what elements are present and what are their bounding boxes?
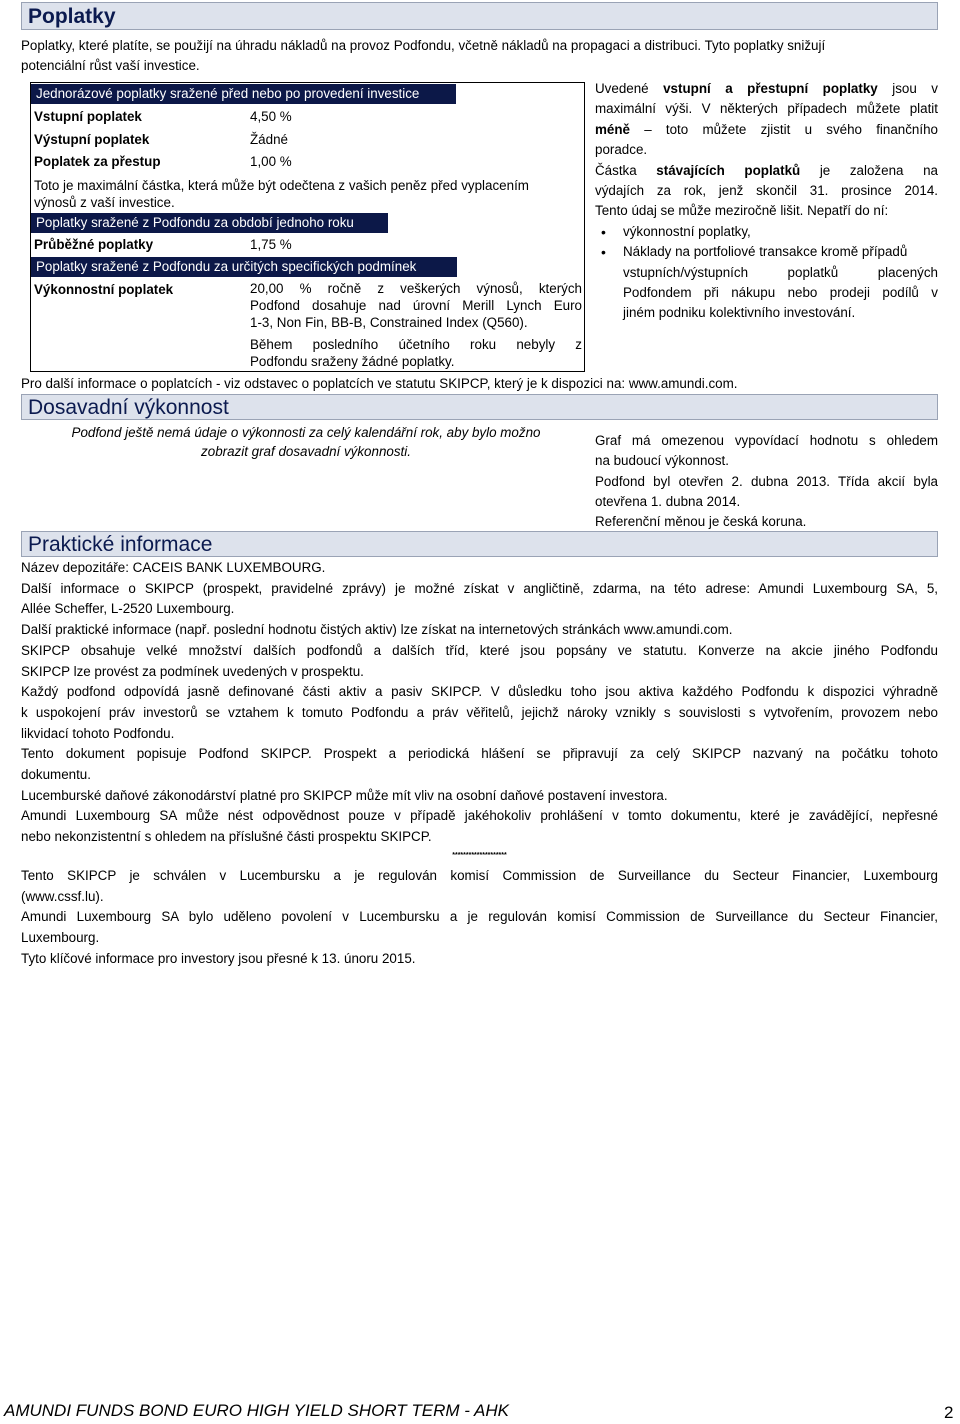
past-performance-side-notes	[595, 431, 938, 532]
section-title-text: Dosavadní výkonnost	[28, 396, 229, 419]
practical-info-line: Amundi Luxembourg SA může nést odpovědnost pouze v případě jakéhokoliv prohlášení v tomto dokumentu, které je zavádějící, nepřesné	[21, 808, 938, 824]
section-title-poplatky	[21, 2, 938, 30]
practical-info-body	[21, 558, 938, 969]
performance-fee-value-line-3: 1-3, Non Fin, BB-B, Constrained Index (Q560).	[250, 315, 528, 330]
list-item-line: vstupních/výstupních poplatků placených	[623, 264, 938, 280]
practical-info-line: Tyto klíčové informace pro investory jsou přesné k 13. únoru 2015.	[21, 950, 416, 966]
section-title-practical-info	[21, 531, 938, 557]
section-title-text: Poplatky	[28, 5, 116, 28]
side-note-line-4: poradce.	[595, 142, 648, 158]
practical-info-line: Luxembourg.	[21, 929, 100, 945]
practical-info-line: Název depozitáře: CACEIS BANK LUXEMBOURG.	[21, 560, 326, 575]
fees-side-notes	[595, 79, 938, 324]
performance-fee-value	[250, 280, 582, 331]
exit-fee-value: Žádné	[250, 132, 288, 147]
separator-stars: ********************	[452, 851, 507, 859]
practical-info-line: Allée Scheffer, L-2520 Luxembourg.	[21, 601, 235, 617]
fees-header-annual: Poplatky sražené z Podfondu za období jednoho roku	[31, 213, 388, 233]
fees-table	[30, 82, 585, 372]
practical-info-line: Tento SKIPCP je schválen v Lucembursku a je regulován komisí Commission de Surveillance du Secteur Financier, Luxembourg	[21, 867, 938, 883]
no-data-line-2: zobrazit graf dosavadní výkonnosti.	[201, 444, 411, 459]
performance-fee-note-line-1: Během posledního účetního roku nebyly z	[250, 337, 582, 352]
performance-fee-value-line-2: Podfond dosahuje nad úrovní Merill Lynch Euro	[250, 298, 582, 313]
side-note-line-5	[595, 161, 938, 181]
entry-fee-label: Vstupní poplatek	[34, 109, 142, 124]
practical-info-line: k uspokojení práv investorů se vztahem k tomuto Podfondu a práv věřitelů, jejichž nároky vznikly s souvislosti s vytvořením, provozem nebo	[21, 704, 938, 720]
list-item: • výkonnostní poplatky,	[595, 222, 938, 242]
practical-info-line: SKIPCP obsahuje velké množství dalších podfondů a dalších tříd, které jsou popsány ve statutu. Konverze na akcie jiného Podfondu	[21, 642, 938, 658]
switch-fee-label: Poplatek za přestup	[34, 154, 161, 169]
performance-fee-note	[250, 336, 582, 370]
practical-info-line: dokumentu.	[21, 767, 91, 783]
side-note-line-1	[595, 79, 938, 99]
side-text: Částka	[595, 162, 657, 178]
practical-info-line: nebo nekonzistentní s ohledem na příslušné části prospektu SKIPCP.	[21, 829, 432, 845]
side-text-bold: méně	[595, 121, 630, 137]
perf-side-line-5: Referenční měnou je česká koruna.	[595, 514, 807, 530]
perf-side-line-4: otevřena 1. dubna 2014.	[595, 493, 741, 509]
no-data-line-1: Podfond ještě nemá údaje o výkonnosti za celý kalendářní rok, aby bylo možno	[71, 425, 541, 440]
fees-intro-line-1: Poplatky, které platíte, se použijí na úhradu nákladů na provoz Podfondu, včetně nákladů na propagaci a distribuci. Tyto poplatky snižují	[21, 38, 826, 53]
exit-fee-label: Výstupní poplatek	[34, 132, 150, 147]
side-text-bold: stávajících poplatků	[656, 162, 801, 178]
perf-side-line-1: Graf má omezenou vypovídací hodnotu s ohledem	[595, 433, 938, 448]
side-text: Uvedené	[595, 81, 664, 96]
performance-fee-note-line-2: Podfondu sraženy žádné poplatky.	[250, 354, 455, 369]
switch-fee-value: 1,00 %	[250, 154, 292, 169]
section-title-past-performance	[21, 394, 938, 420]
side-note-line-3	[595, 120, 938, 140]
fees-header-specific: Poplatky sražené z Podfondu za určitých specifických podmínek	[31, 257, 457, 277]
practical-info-line: SKIPCP lze provést za podmínek uvedených v prospektu.	[21, 663, 364, 679]
past-performance-no-data	[21, 423, 591, 461]
max-amount-note-1: Toto je maximální částka, která může být odečtena z vašich peněz před vyplacením	[34, 178, 529, 193]
footer-fund-name: AMUNDI FUNDS BOND EURO HIGH YIELD SHORT TERM - AHK	[4, 1401, 510, 1420]
practical-info-line: Další praktické informace (např. poslední hodnotu čistých aktiv) lze získat na internetových stránkách www.amundi.com.	[21, 622, 733, 638]
ongoing-charges-value: 1,75 %	[250, 237, 292, 252]
perf-side-line-2: na budoucí výkonnost.	[595, 453, 729, 469]
fees-header-one-off: Jednorázové poplatky sražené před nebo po provedení investice	[31, 84, 456, 104]
ongoing-charges-label: Průběžné poplatky	[34, 237, 154, 252]
perf-side-line-3: Podfond byl otevřen 2. dubna 2013. Třída akcií byla	[595, 473, 938, 489]
practical-info-line: Tento dokument popisuje Podfond SKIPCP. Prospekt a periodická hlášení se připravují za celý SKIPCP nazvaný na počátku tohoto	[21, 746, 938, 762]
entry-fee-value: 4,50 %	[250, 109, 292, 124]
footer-page-number: 2	[944, 1403, 954, 1422]
fees-more-info: Pro další informace o poplatcích - viz odstavec o poplatcích ve statutu SKIPCP, který je k dispozici na: www.amundi.com.	[21, 376, 738, 391]
performance-fee-label: Výkonnostní poplatek	[34, 282, 174, 297]
max-amount-note-2: výnosů z vaší investice.	[34, 195, 175, 210]
practical-info-line: Další informace o SKIPCP (prospekt, pravidelné zprávy) je možné získat v angličtině, zdarma, na této adrese: Amundi Luxembourg SA, 5,	[21, 580, 938, 596]
practical-info-line: likvidací tohoto Podfondu.	[21, 725, 175, 741]
list-item	[595, 242, 938, 324]
side-text: jsou v	[877, 81, 938, 96]
practical-info-line: (www.cssf.lu).	[21, 888, 104, 904]
side-note-line-2: maximální výši. V některých případech můžete platit	[595, 101, 938, 117]
practical-info-line: Lucemburské daňové zákonodárství platné pro SKIPCP může mít vliv na osobní daňové postavení investora.	[21, 787, 668, 803]
side-note-line-6: výdajích za rok, jenž skončil 31. prosince 2014.	[595, 183, 938, 199]
side-text: je založena na	[800, 162, 938, 178]
practical-info-line: Amundi Luxembourg SA bylo uděleno povolení v Lucembursku a je regulován komisí Commission de Surveillance du Secteur Financier,	[21, 909, 938, 925]
side-text: – toto můžete zjistit u svého finančního	[629, 121, 938, 137]
fees-intro-line-2: potenciální růst vaší investice.	[21, 58, 200, 73]
side-note-line-7: Tento údaj se může meziročně lišit. Nepatří do ní:	[595, 203, 889, 219]
section-title-text: Praktické informace	[28, 533, 213, 556]
side-text-bold: vstupní a přestupní poplatky	[663, 81, 878, 96]
list-item-line: • Náklady na portfoliové transakce kromě případů	[623, 244, 908, 260]
list-item-line: Podfondem při nákupu nebo prodeji podílů v	[623, 285, 938, 301]
side-bullet-list	[595, 222, 938, 324]
list-item-line: jiném podniku kolektivního investování.	[623, 305, 856, 321]
performance-fee-value-line-1: 20,00 % ročně z veškerých výnosů, kterých	[250, 281, 582, 296]
practical-info-line: Každý podfond odpovídá jasně definované části aktiv a pasiv SKIPCP. V důsledku toho jsou aktiva každého Podfondu k dispozici výhradně	[21, 684, 938, 700]
